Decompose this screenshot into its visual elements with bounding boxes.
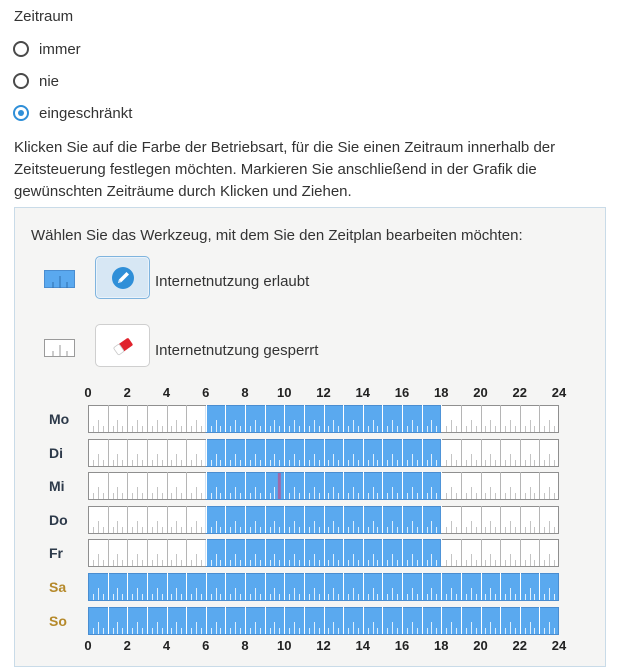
ruler-icon bbox=[45, 271, 76, 289]
day-row-fr[interactable] bbox=[88, 539, 559, 567]
day-timeline[interactable] bbox=[88, 439, 559, 467]
radio-eingeschraenkt[interactable] bbox=[13, 102, 132, 124]
bottom-hour-label: 22 bbox=[512, 638, 527, 653]
day-row-sa[interactable] bbox=[88, 573, 559, 601]
day-timeline[interactable] bbox=[88, 573, 559, 601]
day-label-sa: Sa bbox=[49, 579, 67, 595]
day-label-di: Di bbox=[49, 444, 63, 461]
bottom-hour-label: 16 bbox=[394, 638, 410, 653]
bottom-hour-label: 4 bbox=[162, 638, 171, 653]
day-row-so[interactable] bbox=[88, 607, 559, 635]
allowed-period[interactable] bbox=[89, 574, 559, 601]
top-hour-label: 4 bbox=[162, 385, 171, 400]
top-hour-label: 6 bbox=[202, 385, 210, 400]
day-row-mi[interactable] bbox=[88, 472, 559, 500]
bottom-hour-label: 20 bbox=[473, 638, 488, 653]
radio-button[interactable] bbox=[13, 73, 29, 89]
radio-button-selected[interactable] bbox=[13, 105, 29, 121]
tool-label-blocked: Internetnutzung gesperrt bbox=[155, 342, 319, 359]
bottom-hour-label: 24 bbox=[551, 638, 567, 653]
day-label-so: So bbox=[49, 612, 67, 629]
bottom-hour-label: 14 bbox=[355, 638, 370, 653]
blocked-color-sample bbox=[44, 339, 75, 357]
radio-nie[interactable] bbox=[13, 70, 59, 92]
allowed-period[interactable] bbox=[206, 406, 441, 433]
bottom-hour-label: 6 bbox=[202, 638, 210, 653]
radio-label: immer bbox=[39, 40, 81, 58]
top-hour-label: 18 bbox=[434, 385, 449, 400]
allowed-period[interactable] bbox=[89, 607, 559, 634]
day-row-di[interactable] bbox=[88, 439, 559, 467]
eraser-tool-button[interactable] bbox=[95, 324, 150, 367]
day-timeline[interactable] bbox=[88, 539, 559, 567]
day-label-mi: Mi bbox=[49, 478, 65, 495]
top-hour-label: 10 bbox=[277, 385, 292, 400]
schedule-editor-panel bbox=[14, 207, 606, 667]
tool-hint: Wählen Sie das Werkzeug, mit dem Sie den Zeitplan bearbeiten möchten: bbox=[31, 227, 523, 244]
time-cursor bbox=[278, 473, 281, 499]
eraser-icon bbox=[110, 333, 136, 359]
bottom-hour-label: 12 bbox=[316, 638, 331, 653]
bottom-hour-label: 8 bbox=[241, 638, 249, 653]
day-timeline[interactable] bbox=[88, 607, 559, 635]
day-row-mo[interactable] bbox=[88, 405, 559, 433]
radio-immer[interactable] bbox=[13, 38, 81, 60]
allowed-period[interactable] bbox=[206, 439, 441, 466]
top-hour-label: 8 bbox=[241, 385, 249, 400]
day-label-do: Do bbox=[49, 511, 68, 528]
bottom-hour-label: 0 bbox=[84, 638, 92, 653]
top-hour-label: 12 bbox=[316, 385, 331, 400]
ruler-icon bbox=[45, 340, 76, 358]
bottom-hour-label: 10 bbox=[277, 638, 292, 653]
allowed-period[interactable] bbox=[206, 540, 441, 567]
pencil-tool-button[interactable] bbox=[95, 256, 150, 299]
allowed-period[interactable] bbox=[206, 506, 441, 533]
day-timeline[interactable] bbox=[88, 472, 559, 500]
day-label-mo: Mo bbox=[49, 411, 70, 427]
day-timeline[interactable] bbox=[88, 405, 559, 433]
top-hour-label: 16 bbox=[394, 385, 410, 400]
allowed-period[interactable] bbox=[206, 473, 441, 500]
day-row-do[interactable] bbox=[88, 506, 559, 534]
top-hour-label: 14 bbox=[355, 385, 370, 400]
radio-label: nie bbox=[39, 72, 60, 90]
pencil-icon bbox=[110, 265, 136, 291]
instructions-text: Klicken Sie auf die Farbe der Betriebsart, für die Sie einen Zeitraum innerhalb der Zeitsteuerung festlegen möchten. Markieren Sie anschließend in der Grafik die gewünschten Zeiträume durch Klicken und Ziehen. bbox=[14, 139, 556, 200]
allowed-color-sample bbox=[44, 270, 75, 288]
section-title: Zeitraum bbox=[14, 8, 74, 25]
day-timeline[interactable] bbox=[88, 506, 559, 534]
bottom-hour-label: 2 bbox=[123, 638, 131, 653]
top-hour-label: 24 bbox=[551, 385, 567, 400]
top-hour-label: 22 bbox=[512, 385, 527, 400]
top-hour-label: 2 bbox=[123, 385, 131, 400]
bottom-hour-label: 18 bbox=[434, 638, 449, 653]
tool-label-allowed: Internetnutzung erlaubt bbox=[155, 273, 310, 290]
day-label-fr: Fr bbox=[49, 545, 63, 562]
top-hour-label: 0 bbox=[84, 385, 92, 400]
radio-button[interactable] bbox=[13, 41, 29, 57]
radio-label: eingeschränkt bbox=[39, 104, 133, 122]
top-hour-label: 20 bbox=[473, 385, 488, 400]
